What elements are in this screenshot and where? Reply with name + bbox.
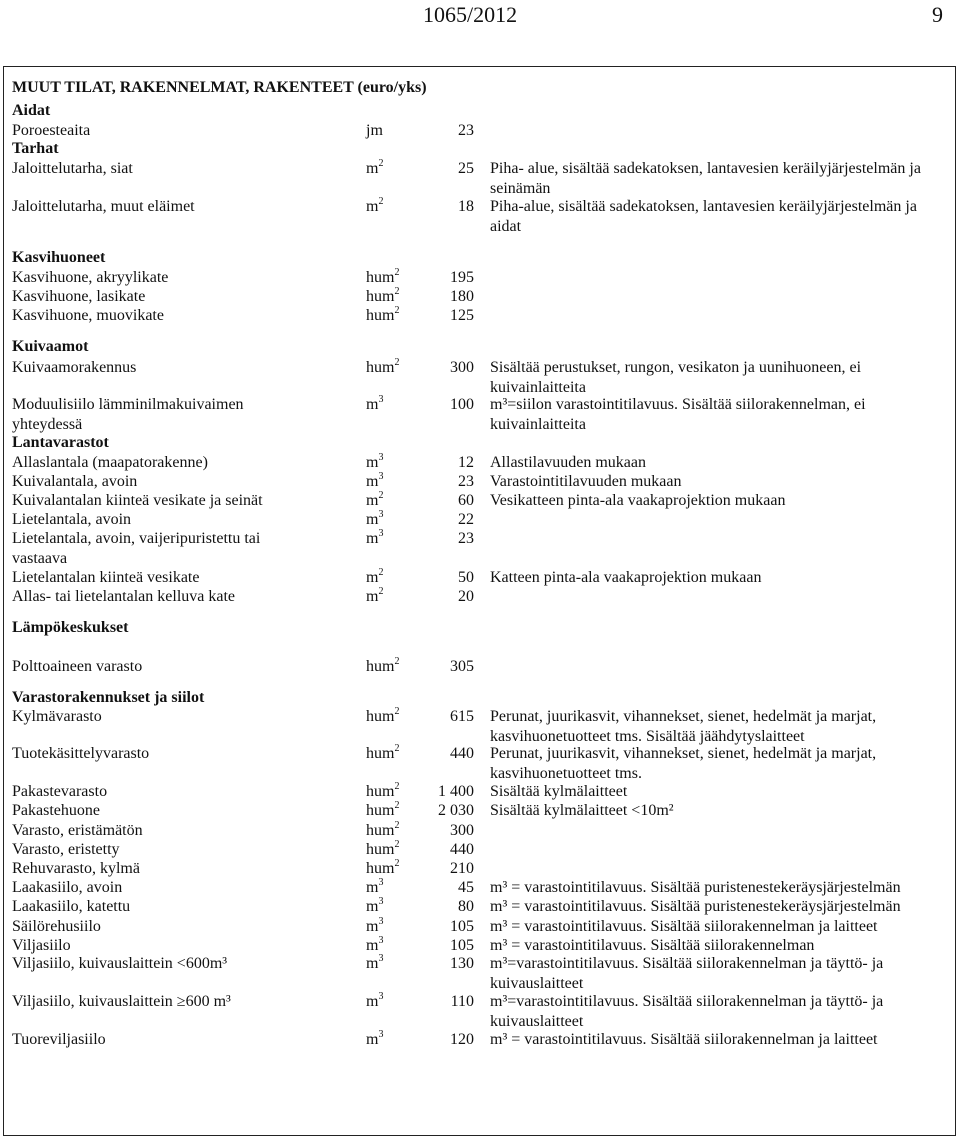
unit-exponent: 2 bbox=[394, 781, 400, 792]
item-note: Katteen pinta-ala vaakaprojektion mukaan bbox=[490, 569, 762, 586]
item-name: Kuivaamorakennus bbox=[12, 359, 137, 376]
item-unit: $m^3$ bbox=[366, 509, 384, 528]
item-name: Kasvihuone, lasikate bbox=[12, 288, 146, 305]
unit-exponent: 3 bbox=[378, 896, 384, 907]
item-price: 615 bbox=[450, 708, 474, 725]
unit-exponent: 2 bbox=[394, 820, 400, 831]
heading-text: Kuivaamot bbox=[12, 338, 89, 355]
item-note: m³=siilon varastointitilavuus. Sisältää siilorakennelman, ei kuivainlaitteita bbox=[490, 396, 866, 433]
item-note: Vesikatteen pinta-ala vaakaprojektion mukaan bbox=[490, 492, 786, 509]
item-price: 300 bbox=[450, 359, 474, 376]
item-price: 105 bbox=[450, 918, 474, 935]
unit-exponent: 2 bbox=[394, 858, 400, 869]
item-note: Sisältää kylmälaitteet <10m² bbox=[490, 802, 674, 819]
unit-exponent: 3 bbox=[378, 394, 384, 405]
unit-exponent: 2 bbox=[394, 357, 400, 368]
item-unit: hum$^2$ bbox=[366, 357, 400, 376]
item-price: 210 bbox=[450, 860, 474, 877]
item-unit: $m^2$ bbox=[366, 490, 384, 509]
item-name: Laakasiilo, katettu bbox=[12, 898, 131, 915]
item-name: Polttoaineen varasto bbox=[12, 658, 143, 675]
item-note: Piha-alue, sisältää sadekatoksen, lantavesien keräilyjärjestelmän ja aidat bbox=[490, 198, 917, 235]
unit-exponent: 2 bbox=[394, 286, 400, 297]
item-name: Laakasiilo, avoin bbox=[12, 879, 123, 896]
item-price: 180 bbox=[450, 288, 474, 305]
heading-text: Aidat bbox=[12, 102, 51, 119]
item-price: 20 bbox=[458, 588, 474, 605]
item-price: 100 bbox=[450, 396, 474, 413]
item-price: 18 bbox=[458, 198, 474, 215]
item-price: 12 bbox=[458, 454, 474, 471]
item-price: 23 bbox=[458, 122, 474, 139]
unit-exponent: 2 bbox=[394, 800, 400, 811]
item-price: 440 bbox=[450, 745, 474, 762]
unit-exponent: 2 bbox=[378, 490, 384, 501]
item-unit: $m^3$ bbox=[366, 394, 384, 413]
item-unit: jm bbox=[366, 122, 383, 139]
unit-exponent: 2 bbox=[394, 839, 400, 850]
unit-exponent: 2 bbox=[378, 586, 384, 597]
item-name: Moduulisiilo lämminilmakuivaimen yhteydessä bbox=[12, 396, 244, 433]
item-name: Viljasiilo, kuivauslaittein <600m³ bbox=[12, 955, 228, 972]
page-header bbox=[0, 0, 960, 40]
item-price: 23 bbox=[458, 473, 474, 490]
item-unit: $m^3$ bbox=[366, 991, 384, 1010]
item-name: Säilörehusiilo bbox=[12, 918, 101, 935]
item-unit: $m^3$ bbox=[366, 896, 384, 915]
unit-exponent: 3 bbox=[378, 452, 384, 463]
item-name: Varasto, eristetty bbox=[12, 841, 120, 858]
page-number: 9 bbox=[932, 2, 943, 27]
item-name: Jaloittelutarha, siat bbox=[12, 160, 133, 177]
item-name: Viljasiilo bbox=[12, 937, 71, 954]
item-note: m³ = varastointitilavuus. Sisältää siilorakennelman ja laitteet bbox=[490, 918, 878, 935]
item-note: Perunat, juurikasvit, vihannekset, sienet, hedelmät ja marjat, kasvihuonetuotteet tms. Sisältää jäähdytyslaitteet bbox=[490, 708, 877, 745]
item-unit: hum$^2$ bbox=[366, 656, 400, 675]
item-price: 300 bbox=[450, 822, 474, 839]
item-note: m³ = varastointitilavuus. Sisältää puristenestekeräysjärjestelmän bbox=[490, 879, 901, 896]
item-price: 23 bbox=[458, 530, 474, 547]
item-name: Lietelantala, avoin, vaijeripuristettu tai vastaava bbox=[12, 530, 261, 567]
item-price: 130 bbox=[450, 955, 474, 972]
item-unit: $m^3$ bbox=[366, 877, 384, 896]
unit-exponent: 3 bbox=[378, 953, 384, 964]
item-note: Piha- alue, sisältää sadekatoksen, lantavesien keräilyjärjestelmän ja seinämän bbox=[490, 160, 921, 197]
item-unit: hum$^2$ bbox=[366, 858, 400, 877]
item-note: Sisältää kylmälaitteet bbox=[490, 783, 628, 800]
item-price: 120 bbox=[450, 1031, 474, 1048]
heading-text: Kasvihuoneet bbox=[12, 249, 106, 266]
item-price: 105 bbox=[450, 937, 474, 954]
item-unit: $m^2$ bbox=[366, 158, 384, 177]
unit-exponent: 2 bbox=[378, 196, 384, 207]
item-name: Kylmävarasto bbox=[12, 708, 102, 725]
item-note: m³=varastointitilavuus. Sisältää siilorakennelman ja täyttö- ja kuivauslaitteet bbox=[490, 993, 884, 1030]
unit-exponent: 3 bbox=[378, 877, 384, 888]
item-price: 22 bbox=[458, 511, 474, 528]
unit-exponent: 3 bbox=[378, 935, 384, 946]
item-price: 125 bbox=[450, 307, 474, 324]
unit-exponent: 2 bbox=[394, 706, 400, 717]
item-unit: hum$^2$ bbox=[366, 743, 400, 762]
item-unit: hum$^2$ bbox=[366, 286, 400, 305]
heading-text: Tarhat bbox=[12, 140, 59, 157]
item-unit: $m^3$ bbox=[366, 953, 384, 972]
item-unit: $m^3$ bbox=[366, 1029, 384, 1048]
item-unit: hum$^2$ bbox=[366, 839, 400, 858]
unit-exponent: 3 bbox=[378, 991, 384, 1002]
item-price: 195 bbox=[450, 269, 474, 286]
item-name: Tuotekäsittelyvarasto bbox=[12, 745, 150, 762]
item-unit: hum$^2$ bbox=[366, 781, 400, 800]
item-unit: hum$^2$ bbox=[366, 800, 400, 819]
item-unit: $m^3$ bbox=[366, 528, 384, 547]
heading-text: Lantavarastot bbox=[12, 434, 109, 451]
item-unit: $m^2$ bbox=[366, 586, 384, 605]
item-unit: hum$^2$ bbox=[366, 706, 400, 725]
item-name: Kasvihuone, akryylikate bbox=[12, 269, 169, 286]
item-price: 45 bbox=[458, 879, 474, 896]
unit-exponent: 2 bbox=[378, 567, 384, 578]
item-note: m³ = varastointitilavuus. Sisältää puristenestekeräysjärjestelmän bbox=[490, 898, 901, 915]
item-unit: hum$^2$ bbox=[366, 820, 400, 839]
item-name: Rehuvarasto, kylmä bbox=[12, 860, 140, 877]
item-name: Kuivalantala, avoin bbox=[12, 473, 138, 490]
item-unit: $m^3$ bbox=[366, 935, 384, 954]
item-name: Varasto, eristämätön bbox=[12, 822, 143, 839]
item-price: 50 bbox=[458, 569, 474, 586]
item-name: Pakastehuone bbox=[12, 802, 100, 819]
unit-exponent: 2 bbox=[378, 158, 384, 169]
item-unit: $m^3$ bbox=[366, 452, 384, 471]
item-price: 80 bbox=[458, 898, 474, 915]
unit-exponent: 3 bbox=[378, 471, 384, 482]
item-name: Kasvihuone, muovikate bbox=[12, 307, 164, 324]
item-note: m³ = varastointitilavuus. Sisältää siilorakennelman bbox=[490, 937, 815, 954]
item-name: Jaloittelutarha, muut eläimet bbox=[12, 198, 195, 215]
item-name: Allas- tai lietelantalan kelluva kate bbox=[12, 588, 236, 605]
item-price: 440 bbox=[450, 841, 474, 858]
item-price: 305 bbox=[450, 658, 474, 675]
item-unit: $m^3$ bbox=[366, 916, 384, 935]
unit-exponent: 2 bbox=[394, 656, 400, 667]
item-note: Varastointitilavuuden mukaan bbox=[490, 473, 682, 490]
item-name: Viljasiilo, kuivauslaittein ≥600 m³ bbox=[12, 993, 231, 1010]
item-name: Tuoreviljasiilo bbox=[12, 1031, 106, 1048]
item-note: m³ = varastointitilavuus. Sisältää siilorakennelman ja laitteet bbox=[490, 1031, 878, 1048]
item-unit: $m^3$ bbox=[366, 471, 384, 490]
item-price: 2 030 bbox=[438, 802, 474, 819]
item-price: 60 bbox=[458, 492, 474, 509]
document-number: 1065/2012 bbox=[423, 2, 518, 27]
item-name: Kuivalantalan kiinteä vesikate ja seinät bbox=[12, 492, 263, 509]
item-name: Allaslantala (maapatorakenne) bbox=[12, 454, 208, 471]
item-unit: hum$^2$ bbox=[366, 305, 400, 324]
item-unit: $m^2$ bbox=[366, 196, 384, 215]
item-price: 25 bbox=[458, 160, 474, 177]
unit-exponent: 3 bbox=[378, 528, 384, 539]
item-price: 1 400 bbox=[438, 783, 474, 800]
unit-exponent: 2 bbox=[394, 267, 400, 278]
unit-exponent: 2 bbox=[394, 305, 400, 316]
heading-text: MUUT TILAT, RAKENNELMAT, RAKENTEET (euro/yks) bbox=[12, 79, 427, 96]
item-name: Poroesteaita bbox=[12, 122, 91, 139]
item-note: Sisältää perustukset, rungon, vesikaton ja uunihuoneen, ei kuivainlaitteita bbox=[490, 359, 862, 396]
item-unit: hum$^2$ bbox=[366, 267, 400, 286]
item-note: Allastilavuuden mukaan bbox=[490, 454, 646, 471]
unit-exponent: 3 bbox=[378, 916, 384, 927]
heading-text: Lämpökeskukset bbox=[12, 619, 129, 636]
unit-exponent: 2 bbox=[394, 743, 400, 754]
item-name: Lietelantalan kiinteä vesikate bbox=[12, 569, 200, 586]
heading-text: Varastorakennukset ja siilot bbox=[12, 689, 205, 706]
unit-exponent: 3 bbox=[378, 1029, 384, 1040]
item-note: m³=varastointitilavuus. Sisältää siilorakennelman ja täyttö- ja kuivauslaitteet bbox=[490, 955, 884, 992]
item-name: Lietelantala, avoin bbox=[12, 511, 132, 528]
unit-exponent: 3 bbox=[378, 509, 384, 520]
item-name: Pakastevarasto bbox=[12, 783, 108, 800]
item-price: 110 bbox=[450, 993, 474, 1010]
item-note: Perunat, juurikasvit, vihannekset, sienet, hedelmät ja marjat, kasvihuonetuotteet tms. bbox=[490, 745, 877, 782]
item-unit: $m^2$ bbox=[366, 567, 384, 586]
